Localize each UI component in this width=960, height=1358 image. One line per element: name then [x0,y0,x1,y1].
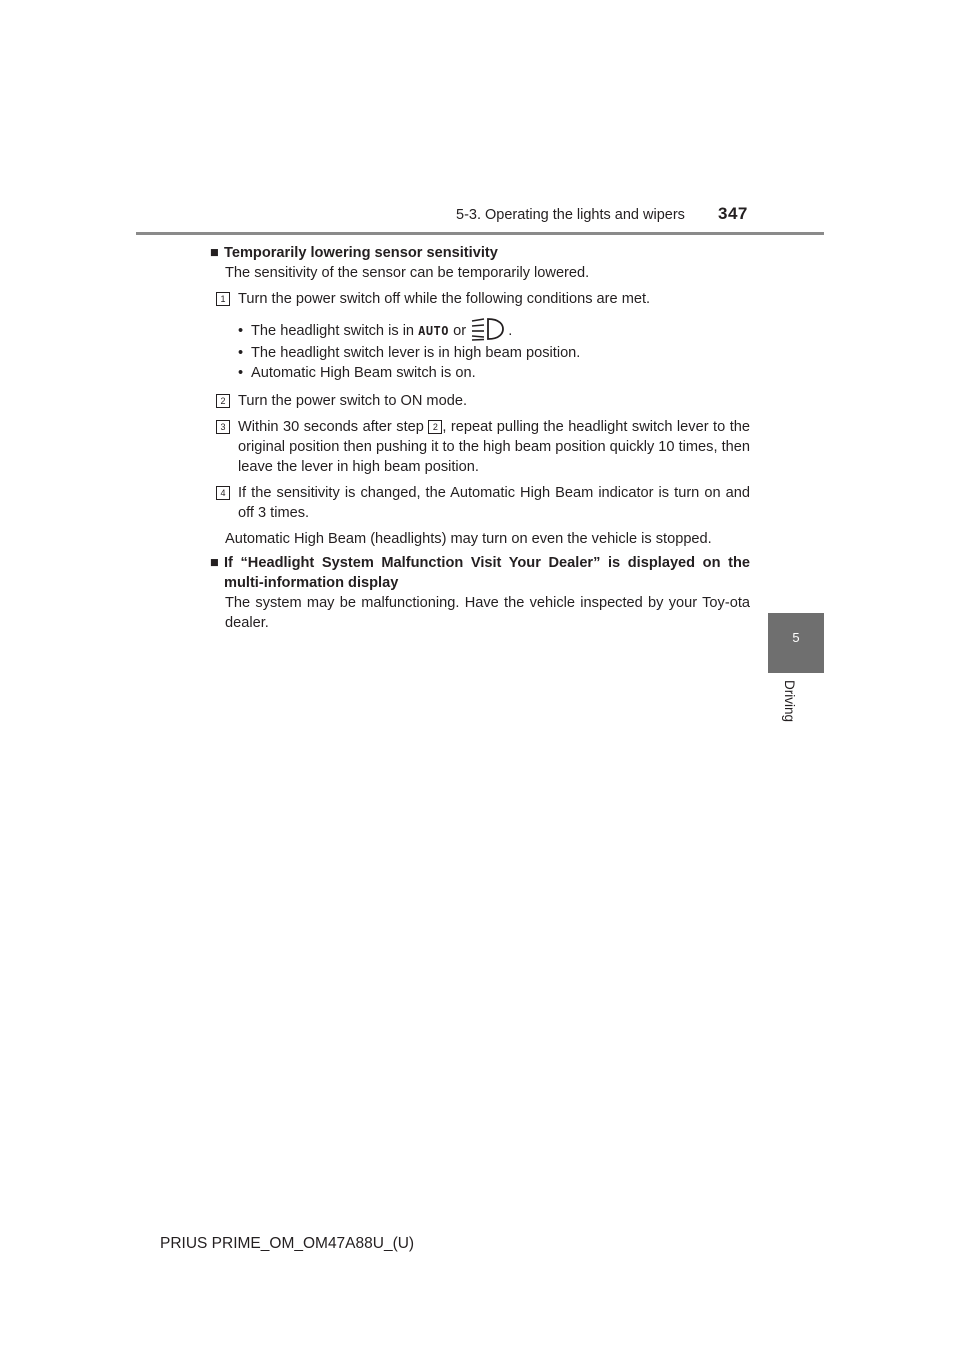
bullet-dot: • [238,365,244,381]
bullet-ahb-switch [238,363,750,383]
page-number: 347 [718,204,748,223]
heading-text: Temporarily lowering sensor sensitivity [224,245,498,261]
step-2 [220,391,750,411]
or-text: or [453,323,467,339]
step-text: Turn the power switch to ON mode. [238,393,467,409]
step-text-before: Within 30 seconds after step [238,419,424,435]
step-number-box: 3 [216,420,230,434]
step-reference-box: 2 [428,420,442,434]
headlight-icon [470,317,504,341]
footer-document-code: PRIUS PRIME_OM_OM47A88U_(U) [160,1235,415,1252]
bullet-text: The headlight switch is in [251,323,415,339]
chapter-number: 5 [792,630,800,645]
step-text-after: , repeat pulling the headlight switch lever to the original position then pushing it to the high beam position quickly 10 times, then leave the lever in high beam position. [238,419,750,475]
step-number-box: 2 [216,394,230,408]
heading-text: If “Headlight System Malfunction Visit Your Dealer” is displayed on the multi-information display [224,555,750,591]
section-heading-malfunction [210,553,750,593]
chapter-label-container [781,680,797,730]
heading-square-icon: ■ [210,245,219,261]
note-paragraph: Automatic High Beam (headlights) may turn on even the vehicle is stopped. [225,531,712,547]
step-text: Turn the power switch off while the following conditions are met. [238,291,651,307]
step-3 [220,417,750,477]
header-divider [136,232,824,235]
page-content [210,243,750,633]
malfunction-paragraph: The system may be malfunctioning. Have the vehicle inspected by your Toy-ota dealer. [225,595,750,631]
header-section-title: 5-3. Operating the lights and wipers [456,207,685,223]
step-1 [220,289,750,309]
section-heading-sensitivity [210,243,750,263]
step-number-box: 4 [216,486,230,500]
bullet-lever-position [238,343,750,363]
auto-label: AUTO [418,324,450,338]
heading-square-icon: ■ [210,555,219,571]
chapter-tab [768,613,824,673]
intro-paragraph: The sensitivity of the sensor can be temporarily lowered. [225,265,590,281]
step-text: If the sensitivity is changed, the Automatic High Beam indicator is turn on and off 3 times. [238,485,750,521]
bullet-text: The headlight switch lever is in high beam position. [251,345,581,361]
step-number-box: 1 [216,292,230,306]
bullet-end: . [508,323,513,339]
bullet-dot: • [238,345,244,361]
bullet-dot: • [238,323,244,339]
bullet-switch-position [238,317,750,343]
bullet-text: Automatic High Beam switch is on. [251,365,476,381]
chapter-label: Driving [782,680,797,723]
step-4 [220,483,750,523]
